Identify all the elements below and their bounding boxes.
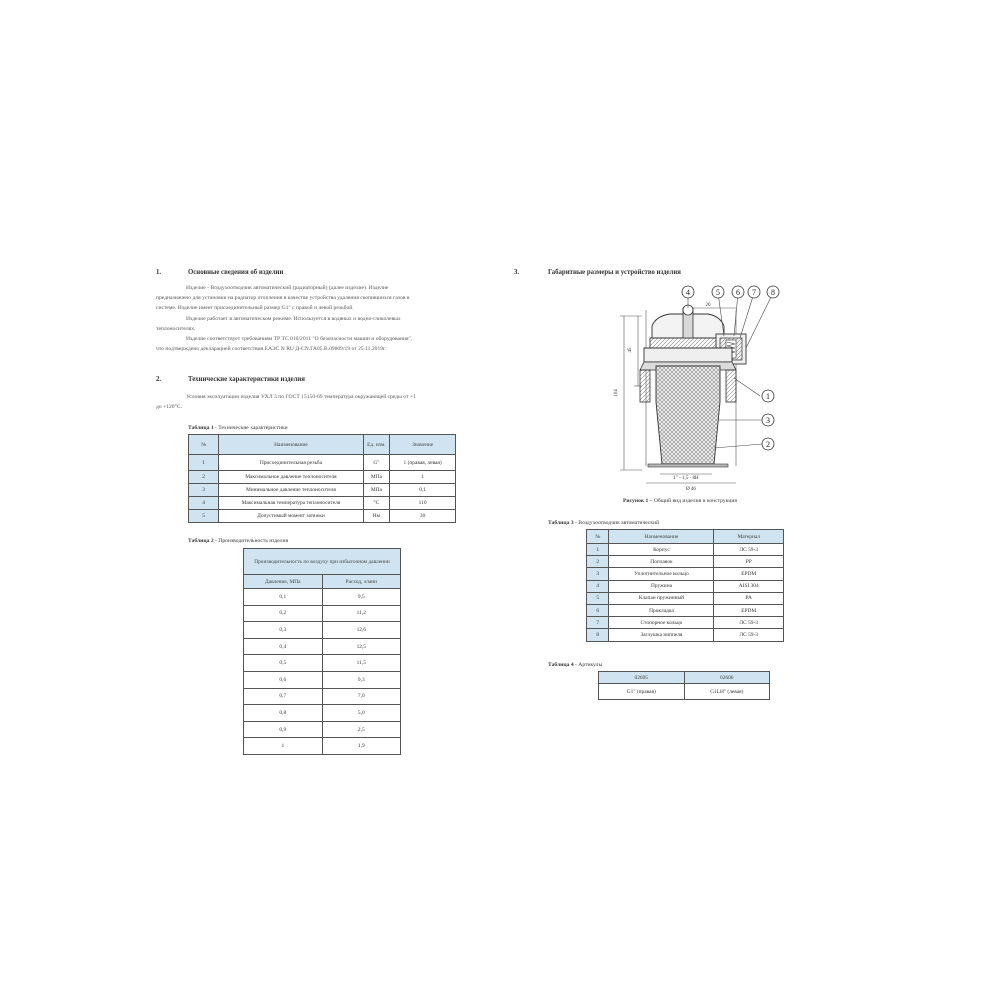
dimension-label: 1" - 1,5 - 8H [673,476,699,481]
cell: 0,3 [244,622,323,639]
table-row [244,622,401,639]
paragraph-line: системе. Изделие имеет присоединительный размер G1" с правой и левой резьбой. [156,305,354,312]
cell: ЛС 59-3 [714,617,784,629]
cell: Заглушка ниппеля [609,629,714,641]
row-number: 7 [587,617,609,629]
table-row [244,605,401,622]
table-row [189,455,456,471]
column-header: № [587,530,609,544]
cell: Минимальное давление теплоносителя [219,484,363,497]
cell: 7,0 [322,688,400,705]
figure-1-caption [623,498,737,504]
table-row [244,671,401,688]
section-2-number: 2. [156,376,162,383]
column-header: Наименование [219,435,363,455]
row-number: 1 [189,455,219,471]
table-row [587,617,784,629]
cell: °С [363,497,390,510]
column-header: 02606 [684,672,769,684]
cell: Максимальная температура теплоносителя [219,497,363,510]
cell: Корпус [609,544,714,556]
column-header: Значение [390,435,456,455]
table-2-caption [188,538,288,544]
gasket [648,464,728,467]
table-row [587,556,784,568]
cell: 1 (правая, левая) [390,455,456,471]
section-1-title: Основные сведения об изделии [188,269,284,276]
table-1-caption [188,425,288,431]
cell: AISI 304 [714,580,784,592]
cell: 0,6 [244,671,323,688]
cell: G" [363,455,390,471]
table-row [244,638,401,655]
section-1-number: 1. [156,269,162,276]
cell: 30 [390,510,456,523]
dimension-label: 104 [614,389,619,397]
body-shoulder [644,348,732,362]
cell: 9,5 [322,589,400,606]
callout-label: 7 [752,288,756,297]
caption-text: - Артикулы [573,662,603,668]
cell: 0,4 [244,638,323,655]
caption-bold: Таблица 1 [188,425,214,431]
cell: 0,8 [244,705,323,722]
row-number: 5 [189,510,219,523]
cell: ЛС 59-3 [714,629,784,641]
row-number: 5 [587,592,609,604]
row-number: 1 [587,544,609,556]
float [656,366,720,464]
callout-label: 4 [686,288,690,297]
column-header: Ед. изм. [363,435,390,455]
section-2-title: Технические характеристики изделия [188,376,305,383]
table-row [244,655,401,672]
cell: МПа [363,471,390,484]
cell: 11,5 [322,655,400,672]
cell: Максимальное давление теплоносителя [219,471,363,484]
paragraph-line: Изделие работает в автоматическом режиме. Используется в водяных и водно-гликолевых [186,315,401,322]
cell: 12,5 [322,638,400,655]
dimension-label: Ø 46 [686,487,696,492]
table-row [244,721,401,738]
callout-label: 5 [716,288,720,297]
table-3-parts [586,529,784,642]
section-3-number: 3. [514,269,520,276]
paragraph-line: Изделие соответствует требованиям ТР ТС 010/2011 "О безопасности машин и оборудования", [186,336,413,343]
dimension-label: 20 [705,303,711,308]
caption-bold: Таблица 4 [548,662,574,668]
paragraph-line: Условия эксплуатации изделия УХЛ 3 по ГОСТ 15150-69 температура окружающей среды от +1 [186,394,416,400]
cell: 1 [390,471,456,484]
cell: Стопорное кольцо [609,617,714,629]
paragraph-line: предназначено для установки на радиатор отопления в качестве устройства удаления скопившихся газов в [156,295,410,302]
section-2-paragraph [156,392,486,412]
callout-label: 2 [766,440,770,449]
cell: Допустимый момент затяжки [219,510,363,523]
table-row [587,544,784,556]
table-row [189,484,456,497]
row-number: 2 [189,471,219,484]
thread-right [726,370,736,402]
dimension-label: 45 [628,347,633,353]
table-row [244,589,401,606]
table-row [244,705,401,722]
cap-band [650,338,726,348]
row-number: 8 [587,629,609,641]
column-header: Материал [714,530,784,544]
table-1-specs [188,434,456,523]
table-row [189,497,456,510]
air-vent-drawing [590,278,800,496]
caption-text: – Общий вид изделия и конструкция [648,498,737,504]
cell: 9,3 [322,671,400,688]
table-row [244,688,401,705]
cell: Прокладка [609,604,714,616]
cell: Поплавок [609,556,714,568]
table-2-performance [243,548,401,755]
table-row [587,629,784,641]
row-number: 6 [587,604,609,616]
callout-label: 3 [766,416,770,425]
paragraph-line: до +120°С. [156,404,182,411]
table-header-group: Производительность по воздуху при избыточном давлении [244,549,401,575]
paragraph-line: теплоносителях. [156,325,196,332]
cell: ЛС 59-3 [714,544,784,556]
cell: Пружина [609,580,714,592]
column-header: Наименование [609,530,714,544]
table-4-caption [548,662,602,668]
table-row [587,592,784,604]
cell: 0,5 [244,655,323,672]
column-header: Расход, л/мин [322,575,400,589]
cell: 11,2 [322,605,400,622]
caption-text: - Воздухоотводчик автоматический [573,520,660,526]
cell: 1 [244,738,323,755]
cell: EPDM [714,568,784,580]
cell: G1" (правая) [599,684,685,700]
cell: 0,1 [244,589,323,606]
paragraph-line: что подтверждено декларацией соответствия ЕАЭС N RU Д-CN.ГА05.В.09809/19 от 25.11.2019г. [156,346,387,353]
cell: Уплотнительное кольцо [609,568,714,580]
caption-bold: Рисунок 1 [623,498,649,504]
table-row [189,510,456,523]
table-row [244,738,401,755]
row-number: 4 [587,580,609,592]
caption-text: - Производительность изделия [213,538,289,544]
row-number: 3 [189,484,219,497]
caption-text: - Технические характеристики [213,425,288,431]
callout-label: 6 [736,288,740,297]
column-header: Давление, МПа [244,575,323,589]
cell: Нм [363,510,390,523]
cell: G1LH" (левая) [684,684,769,700]
caption-bold: Таблица 3 [548,520,574,526]
table-row [599,684,770,700]
cell: 2,5 [322,721,400,738]
column-header: 02605 [599,672,685,684]
table-4-articles [598,671,770,700]
caption-bold: Таблица 2 [188,538,214,544]
cell: Присоединительная резьба [219,455,363,471]
cell: 0,2 [244,605,323,622]
cell: PP [714,556,784,568]
callout-label: 1 [766,392,770,401]
cell: 110 [390,497,456,510]
cell: EPDM [714,604,784,616]
row-number: 3 [587,568,609,580]
table-row [587,604,784,616]
cell: 0,7 [244,688,323,705]
cell: 12,6 [322,622,400,639]
cell: 5,0 [322,705,400,722]
row-number: 4 [189,497,219,510]
cell: МПа [363,484,390,497]
callout-label: 8 [771,288,775,297]
section-1-paragraph-1 [156,283,486,354]
section-3-title: Габаритные размеры и устройство изделия [548,269,681,276]
cell: 1,9 [322,738,400,755]
thread-left [640,370,650,402]
cell: 0,1 [390,484,456,497]
row-number: 2 [587,556,609,568]
table-3-caption [548,520,659,526]
cell: PA [714,592,784,604]
cell: Клапан пружинный [609,592,714,604]
table-row [587,580,784,592]
table-row [587,568,784,580]
paragraph-line: Изделие - Воздухоотводчик автоматический (радиаторный) (далее изделие). Изделие [186,285,389,291]
cell: 0,9 [244,721,323,738]
table-row [189,471,456,484]
column-header: № [189,435,219,455]
